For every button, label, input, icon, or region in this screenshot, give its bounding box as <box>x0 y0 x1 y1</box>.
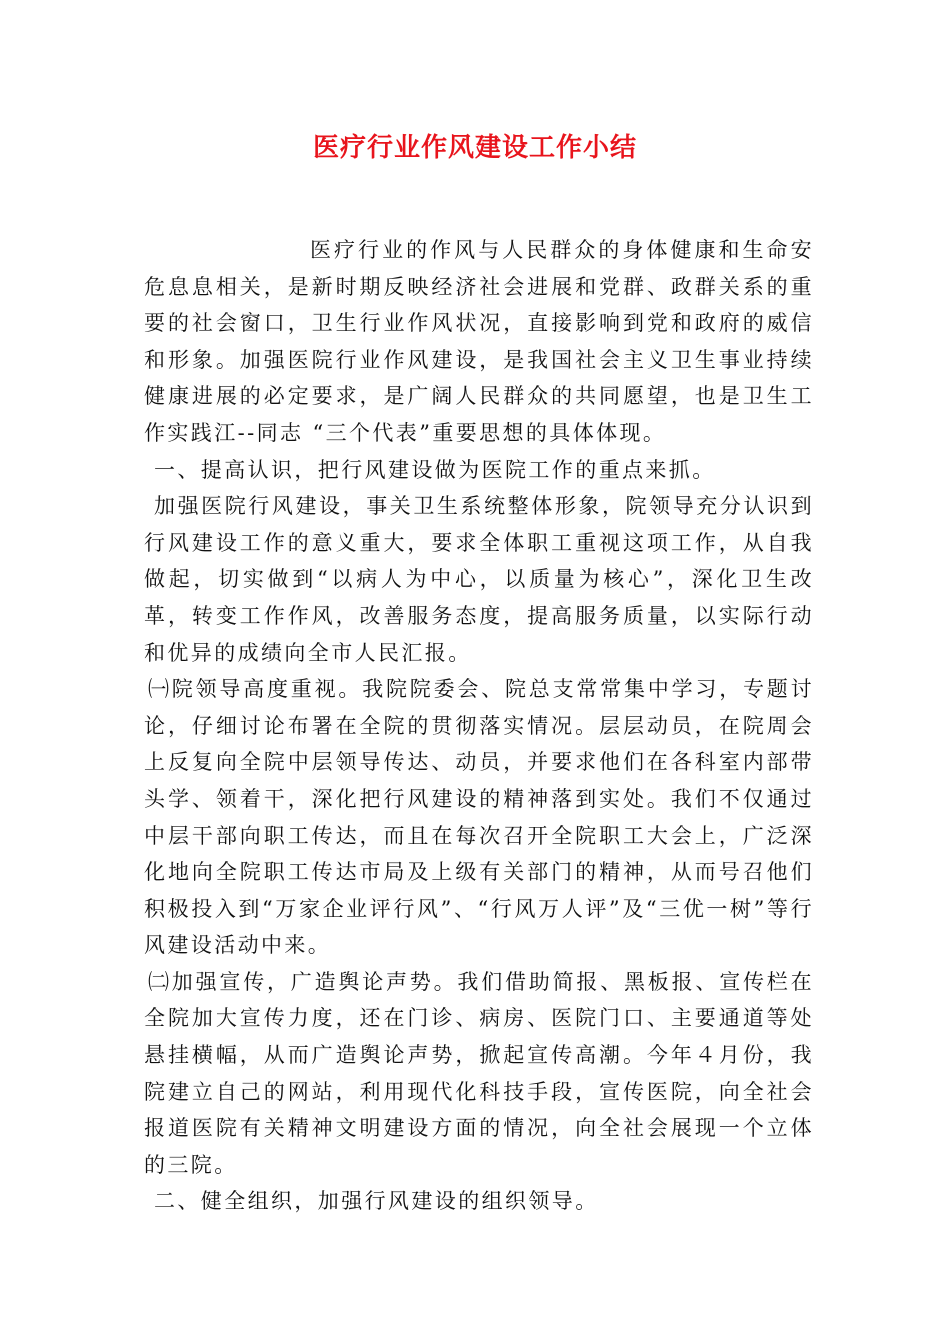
subsection-2-paragraph: ㈡加强宣传，广造舆论声势。我们借助简报、黑板报、宣传栏在全院加大宣传力度，还在门诊、病房、医院门口、主要通道等处悬挂横幅，从而广造舆论声势，掀起宣传高潮。今年４月份，我院建立自己的网站，利用现代化科技手段，宣传医院，向全社会报道医院有关精神文明建设方面的情况，向全社会展现一个立体的三院。 <box>144 969 814 1177</box>
section-heading-1: 一、提高认识，把行风建设做为医院工作的重点来抓。 <box>154 457 716 482</box>
section-heading-2: 二、健全组织，加强行风建设的组织领导。 <box>154 1189 599 1214</box>
document-body <box>144 232 814 1220</box>
subsection-1-paragraph: ㈠院领导高度重视。我院院委会、院总支常常集中学习，专题讨论，仔细讨论布署在全院的贯彻落实情况。层层动员，在院周会上反复向全院中层领导传达、动员，并要求他们在各科室内部带头学、领着干，深化把行风建设的精神落到实处。我们不仅通过中层干部向职工传达，而且在每次召开全院职工大会上，广泛深化地向全院职工传达市局及上级有关部门的精神，从而号召他们积极投入到“万家企业评行风”、“行风万人评”及“三优一树”等行风建设活动中来。 <box>144 677 814 958</box>
section-1-paragraph: 加强医院行风建设，事关卫生系统整体形象，院领导充分认识到行风建设工作的意义重大，要求全体职工重视这项工作，从自我做起，切实做到“以病人为中心，以质量为核心”，深化卫生改革，转变工作作风，改善服务态度，提高服务质量，以实际行动和优异的成绩向全市人民汇报。 <box>144 494 814 665</box>
intro-paragraph: 医疗行业的作风与人民群众的身体健康和生命安危息息相关，是新时期反映经济社会进展和党群、政群关系的重要的社会窗口，卫生行业作风状况，直接影响到党和政府的威信和形象。加强医院行业作风建设，是我国社会主义卫生事业持续健康进展的必定要求，是广阔人民群众的共同愿望，也是卫生工作实践江--同志 “三个代表”重要思想的具体体现。 <box>144 238 814 445</box>
document-title: 医疗行业作风建设工作小结 <box>312 133 637 163</box>
